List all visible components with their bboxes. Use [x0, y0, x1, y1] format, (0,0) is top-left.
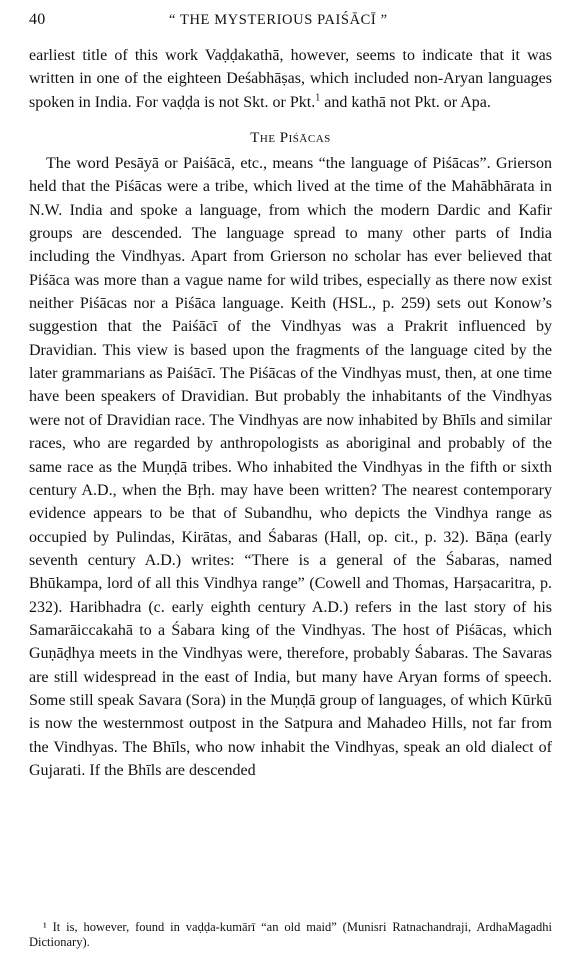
- page-number: 40: [29, 11, 46, 28]
- paragraph-2: The word Pesāyā or Paiśācā, etc., means “the language of Piśācas”. Grierson held that the Piśācas were a tribe, which lived at the time of the Mahābhārata in N.W. India and spoke a language, from which the modern Dardic and Kafir groups are descended. The language spread to many other parts of India including the Vindhyas. Apart from Grierson no scholar has ever believed that Piśāca was more than a vague name for wild tribes, especially as there now exist neither Piśācas nor a Piśāca language. Keith (HSL., p. 259) sets out Konow’s suggestion that the Paiśācī of the Vindhyas was a Prakrit influenced by Dravidian. This view is based upon the fragments of the language cited by the later grammarians as Paiśācī. The Piśācas of the Vindhyas must, then, at one time have been speakers of Dravidian. But probably the inhabitants of the Vindhyas were not of Dravidian race. The Vindhyas are now inhabited by Bhīls and similar races, who are regarded by anthropologists as aboriginal and probably of the same race as the Muṇḍā tribes. Who inhabited the Vindhyas in the fifth or sixth century A.D., when the Bṛh. may have been written? The nearest contemporary evidence appears to be that of Subandhu, who depicts the Vindhya range as occupied by Pulindas, Kirātas, and Śabaras (Hall, op. cit., p. 32). Bāṇa (early seventh century A.D.) writes: “There is a general of the Śabaras, named Bhūkampa, lord of all this Vindhya range” (Cowell and Thomas, Harṣacaritra, p. 232). Haribhadra (c. early eighth century A.D.) refers in the last story of his Samarāiccakahā to a Śabara king of the Vindhyas. The host of Piśācas, which Guṇāḍhya meets in the Vindhyas were, therefore, probably Śabaras. The Savaras are still widespread in the east of India, but many have Aryan forms of speech. Some still speak Savara (Sora) in the Muṇḍā group of languages, of which Kūrkū is now the westernmost outpost in the Satpura and Mahadeo Hills, not far from the Vindhyas. The Bhīls, who now inhabit the Vindhyas, speak an old dialect of Gujarati. If the Bhīls are descended: [29, 155, 552, 779]
- footnote-reference: 1: [315, 92, 321, 104]
- paragraph-1-end: and kathā not Pkt. or Apa.: [320, 93, 491, 111]
- section-heading: The Piśācas: [250, 130, 331, 147]
- page-body: [29, 44, 552, 782]
- page-header: [29, 11, 549, 33]
- footnote-text: ¹ It is, however, found in vaḍḍa-kumārī “an old maid” (Munisri Ratnachandraji, ArdhaMagadhi Dictionary).: [29, 920, 552, 949]
- paragraph-1-text: earliest title of this work Vaḍḍakathā, however, seems to indicate that it was written in one of the eighteen Deśabhāṣas, which included non-Aryan languages spoken in India. For vaḍḍa is not Skt. or Pkt.: [29, 47, 552, 111]
- paragraph-continued: [29, 44, 552, 114]
- footnote: [29, 920, 552, 950]
- running-title: “ THE MYSTERIOUS PAIŚĀCĪ ”: [169, 12, 388, 28]
